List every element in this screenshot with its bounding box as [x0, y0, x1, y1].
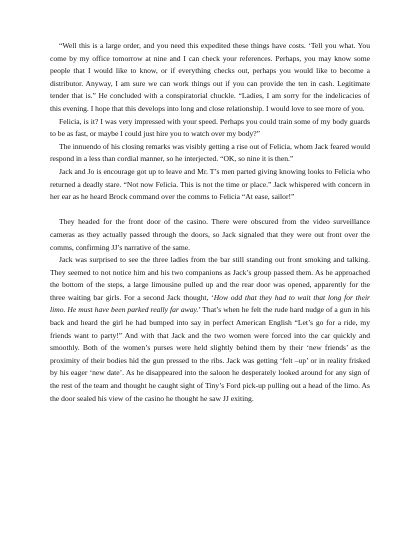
paragraph-limousine: [50, 254, 370, 405]
paragraph-order-costs: “Well this is a large order, and you need this expedited these things have costs. ‘Tell you what. You come by my office tomorrow at nine and I can check your references. Perhaps, you may know some people that I would like to know, or if everything checks out, perhaps you would like to become a distributor. Anyway, I am sure we can work things out if you can provide the ten in cash. Legitimate tender that is.” He concluded with a conspiratorial chuckle. “Ladies, I am sorry for the indelicacies of this evening. I hope that this develops into long and close relationship. I would love to see more of you.: [50, 41, 370, 113]
limousine-text-end: ’ That’s when he felt the rude hard nudge of a gun in his back and heard the girl he had bumped into say in perfect American English “Let’s go for a ride, my friends want to party!” And with that Jack and the two women were forced into the car quickly and smoothly. Both of the women’s purses were held slightly behind them by their ‘new friends’ as the proximity of their bodies hid the gun pressed to the ribs. Jack was getting ‘felt –up’ or in reality frisked by his eager ‘new date’. As he disappeared into the saloon he desperately looked around for any sign of the rest of the team and thought he caught sight of Tiny’s Ford pick-up pulling out a head of the limo. As the door sealed his view of the casino he thought he saw JJ exiting.: [50, 305, 371, 403]
limousine-thought-italic: How odd that they had to wait that long for their limo. He must have been parked really far away.: [50, 292, 371, 315]
paragraph-innuendo: The innuendo of his closing remarks was visibly getting a rise out of Felicia, whom Jack feared would respond in a less than cordial manner, so he interjected. “OK, so nine it is then.”: [50, 141, 370, 164]
section-break: [50, 204, 370, 217]
limousine-text-start: Jack was surprised to see the three ladies from the bar still standing out front smoking and talking. They seemed to not notice him and his two companions as Jack’s group passed them. As he approached the bottom of the steps, a large limousine pulled up and the rear door was opened, apparently for the three waiting bar girls. For a second Jack thought, ‘: [50, 255, 370, 302]
paragraph-leaving: Jack and Jo is encourage got up to leave and Mr. T’s men parted giving knowing looks to Felicia who returned a deadly stare. “Not now Felicia. This is not the time or place.” Jack whispered with concern in her ear as he heard Brock command over the comms to Felicia “At ease, sailor!”: [50, 166, 370, 202]
paragraph-felicia-speed: Felicia, is it? I was very impressed with your speed. Perhaps you could train some of my body guards to be as fast, or maybe I could just hire you to watch over my body?”: [50, 116, 370, 139]
paragraph-front-door: They headed for the front door of the casino. There were obscured from the video surveillance cameras as they actually passed through the doors, so Jack signaled that they were out front over the comms, confirming JJ’s narrative of the same.: [50, 217, 370, 252]
